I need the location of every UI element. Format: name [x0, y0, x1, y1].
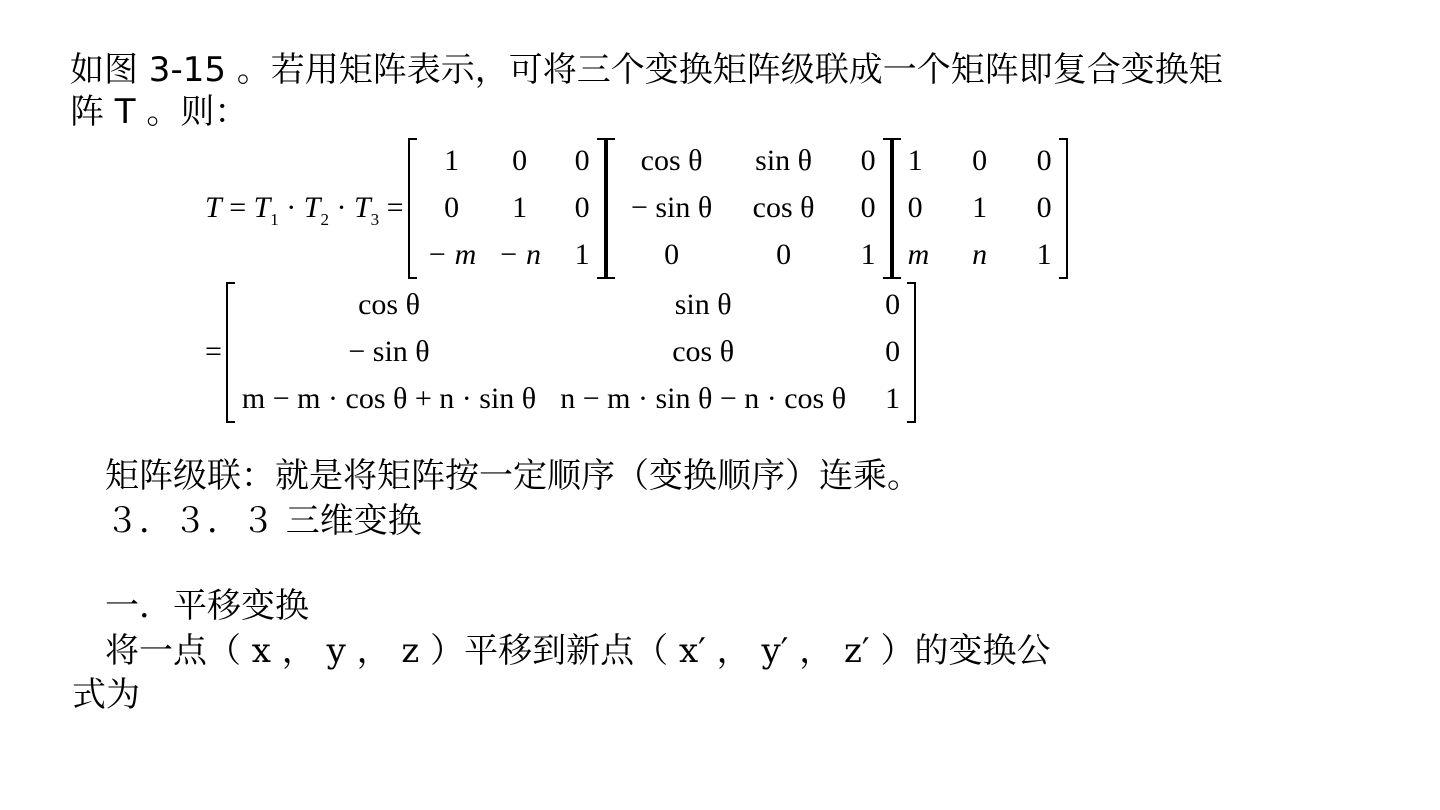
equation-1-lhs: $T = T_1 \cdot T_2 \cdot T_3$ = [205, 191, 404, 229]
matrix-cell: 0 [907, 191, 923, 224]
matrix-cell: 1 [574, 238, 590, 271]
matrix-b [606, 138, 892, 279]
matrix-cell: − sin θ [348, 335, 430, 368]
matrix-cell: − m [426, 238, 477, 271]
intro-line-1: 如图 3-15 。若用矩阵表示，可将三个变换矩阵级联成一个矩阵即复合变换矩 [70, 50, 1223, 90]
matrix-cell: 1 [972, 191, 988, 224]
matrix-cell: 0 [885, 288, 901, 321]
matrix-cell: 0 [1036, 191, 1052, 224]
matrix-cell: 0 [860, 191, 876, 224]
matrix-cell: n [972, 238, 988, 271]
matrix-cell: m − m · cos θ + n · sin θ [241, 382, 537, 415]
matrix-cell: 1 [444, 144, 460, 177]
matrix-cell: 1 [1036, 238, 1052, 271]
matrix-cell: 0 [574, 191, 590, 224]
matrix-c [892, 138, 1068, 279]
section-heading: ３．３．３ 三维变换 [105, 501, 422, 541]
matrix-cell: 0 [885, 335, 901, 368]
equation-1 [205, 143, 1068, 273]
intro-line-2: 阵 T 。则： [70, 92, 249, 132]
matrix-cell: cos θ [358, 288, 420, 321]
matrix-a [408, 138, 606, 279]
matrix-cell: − sin θ [630, 191, 713, 224]
matrix-cell: 1 [512, 191, 528, 224]
translation-text-line-2: 式为 [72, 675, 140, 715]
matrix-cell: sin θ [674, 288, 732, 321]
equation-2-lhs: = [205, 335, 222, 368]
equation-2 [205, 287, 916, 417]
translation-text-line-1: 将一点（ x ， y ， z ）平移到新点（ x′ ， y′ ， z′ ）的变换公 [105, 631, 1051, 671]
matrix-cell: 1 [860, 238, 876, 271]
matrix-cell: cos θ [672, 335, 735, 368]
matrix-cell: cos θ [640, 144, 703, 177]
matrix-cell: 0 [512, 144, 528, 177]
matrix-result [226, 282, 916, 423]
matrix-cell: 0 [860, 144, 876, 177]
subsection-heading: 一．平移变换 [105, 586, 309, 626]
matrix-cell: 0 [972, 144, 988, 177]
matrix-cell: 1 [885, 382, 901, 415]
matrix-cell: cos θ [752, 191, 815, 224]
cascade-definition: 矩阵级联：就是将矩阵按一定顺序（变换顺序）连乘。 [105, 456, 921, 496]
matrix-cell: n − m · sin θ − n · cos θ [560, 382, 847, 415]
matrix-cell: 0 [776, 238, 792, 271]
matrix-cell: 0 [1036, 144, 1052, 177]
matrix-cell: 0 [574, 144, 590, 177]
matrix-cell: − n [498, 238, 541, 271]
matrix-cell: 0 [664, 238, 680, 271]
matrix-cell: m [907, 238, 930, 271]
matrix-cell: 0 [444, 191, 460, 224]
matrix-cell: sin θ [755, 144, 813, 177]
matrix-cell: 1 [907, 144, 923, 177]
